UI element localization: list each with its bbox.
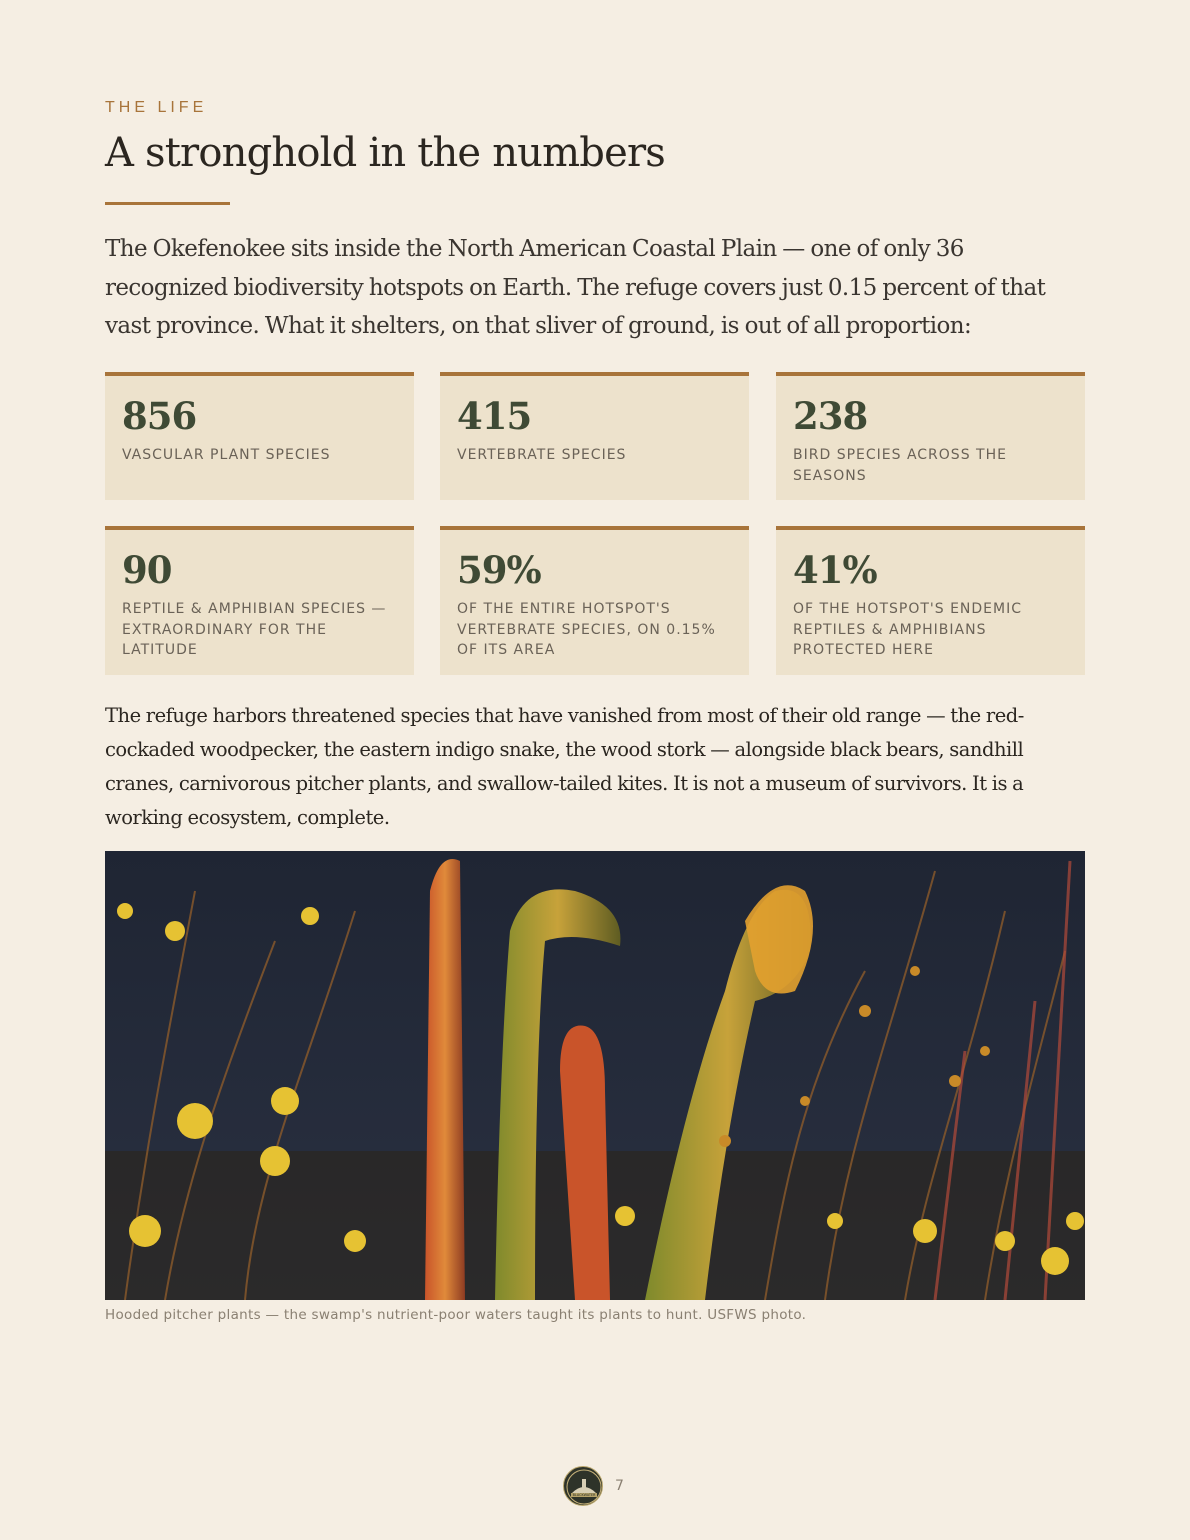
stat-card	[440, 372, 749, 500]
stat-card	[105, 372, 414, 500]
stat-card	[440, 526, 749, 675]
photo-illustration	[105, 851, 1085, 1300]
intro-paragraph: The Okefenokee sits inside the North American Coastal Plain — one of only 36 recognized biodiversity hotspots on Earth. The refuge covers just 0.15 percent of that vast province. What it shelters, on that sliver of ground, is out of all proportion:	[105, 236, 1046, 339]
stat-card	[105, 526, 414, 675]
stat-label: OF THE ENTIRE HOTSPOT'S VERTEBRATE SPECIES, ON 0.15% OF ITS AREA	[457, 601, 716, 658]
photo-caption: Hooded pitcher plants — the swamp's nutrient-poor waters taught its plants to hunt. USFWS photo.	[105, 1307, 807, 1323]
stat-label: REPTILE & AMPHIBIAN SPECIES — EXTRAORDINARY FOR THE LATITUDE	[122, 601, 387, 658]
pitcher-plant-photo	[105, 851, 1085, 1300]
stat-value: 415	[457, 394, 532, 438]
stat-value: 59%	[457, 548, 541, 592]
stat-label: VASCULAR PLANT SPECIES	[122, 447, 331, 463]
stat-value: 856	[122, 394, 197, 438]
blackwater-logo	[563, 1466, 603, 1506]
page-footer	[563, 1466, 633, 1508]
page-number: 7	[615, 1478, 624, 1494]
stat-label: BIRD SPECIES ACROSS THE SEASONS	[793, 447, 1007, 484]
stat-value: 90	[122, 548, 172, 592]
stat-label: OF THE HOTSPOT'S ENDEMIC REPTILES & AMPHIBIANS PROTECTED HERE	[793, 601, 1023, 658]
title-rule	[105, 202, 230, 205]
stat-card	[776, 372, 1085, 500]
stat-card	[776, 526, 1085, 675]
stat-value: 41%	[793, 548, 877, 592]
body-paragraph: The refuge harbors threatened species that have vanished from most of their old range — the red-cockaded woodpecker, the eastern indigo snake, the wood stork — alongside black bears, sandhill cranes, carnivorous pitcher plants, and swallow-tailed kites. It is not a museum of survivors. It is a working ecosystem, complete.	[105, 704, 1024, 829]
stat-value: 238	[793, 394, 868, 438]
page-title: A stronghold in the numbers	[105, 130, 666, 176]
section-eyebrow: THE LIFE	[105, 99, 208, 116]
stat-label: VERTEBRATE SPECIES	[457, 447, 627, 463]
svg-text:BLACKWATER: BLACKWATER	[572, 1493, 596, 1498]
